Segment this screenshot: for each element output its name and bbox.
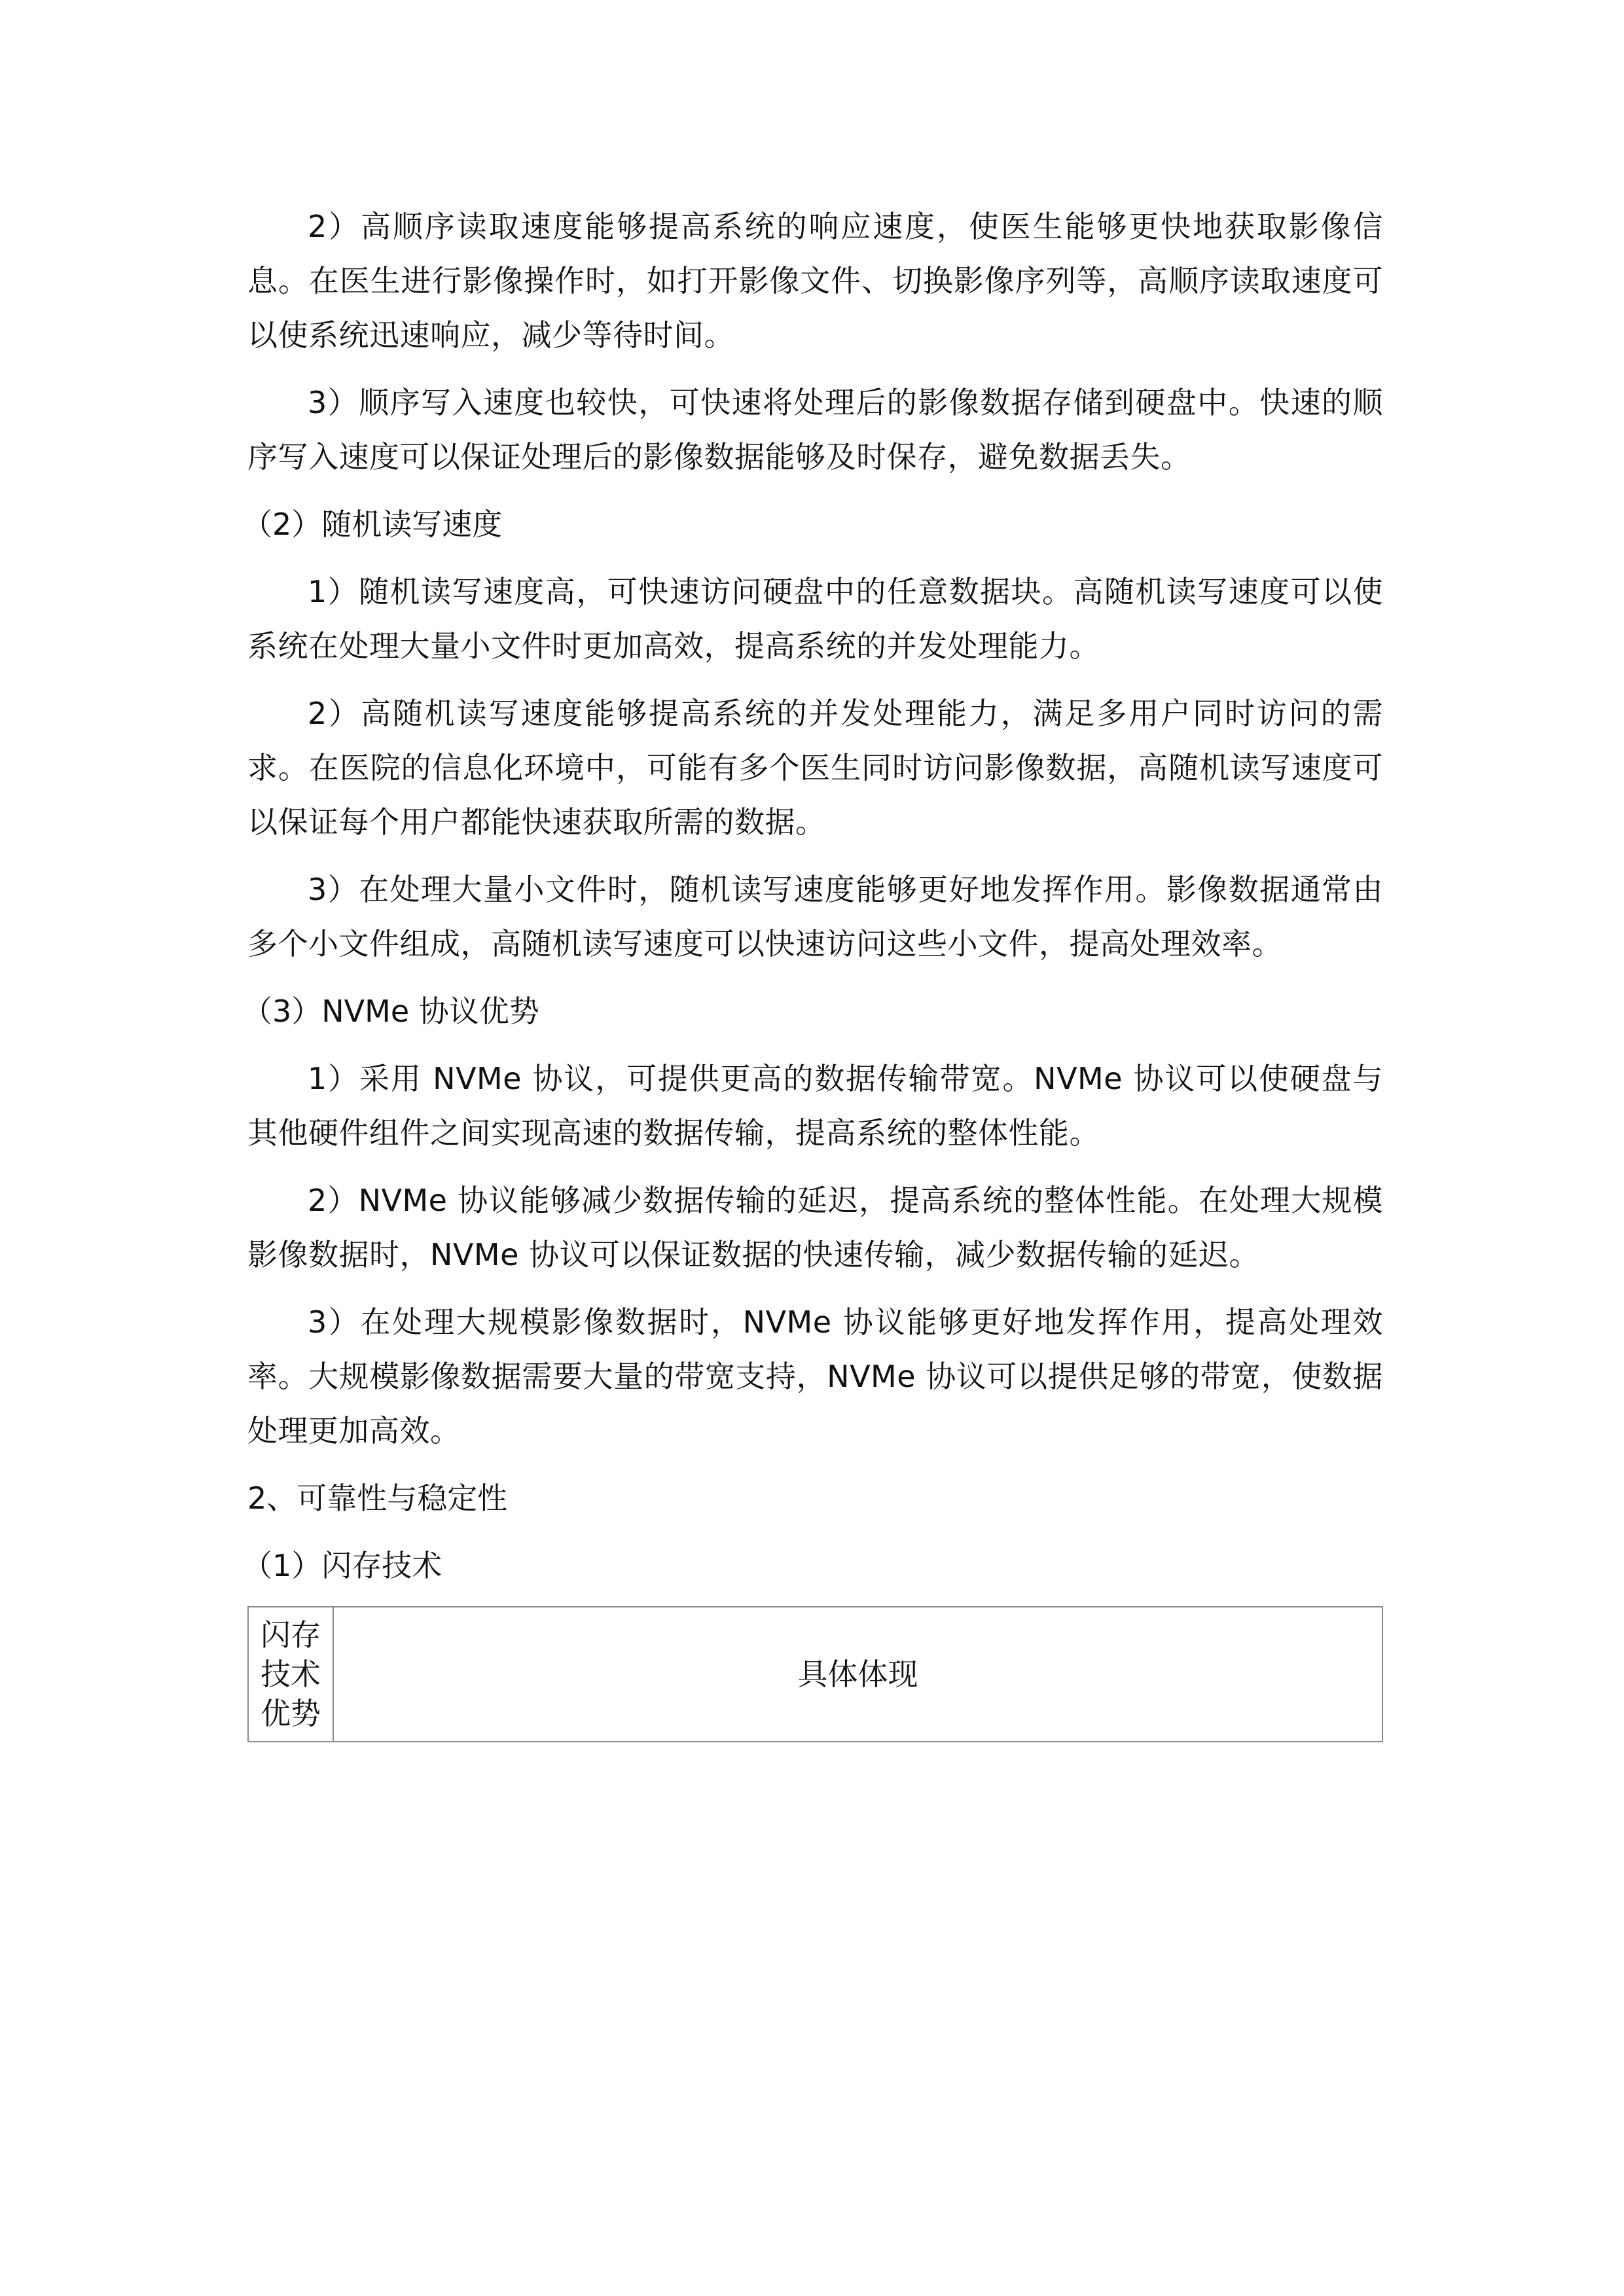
paragraph-nvme-2: 2）NVMe 协议能够减少数据传输的延迟，提高系统的整体性能。在处理大规模影像数据时，NVMe 协议可以保证数据的快速传输，减少数据传输的延迟。 [247, 1183, 1383, 1272]
flash-advantages-table [247, 1606, 1383, 1742]
table-header-row [248, 1607, 1382, 1742]
paragraph-random-rw-1: 1）随机读写速度高，可快速访问硬盘中的任意数据块。高随机读写速度可以使系统在处理大量小文件时更加高效，提高系统的并发处理能力。 [247, 574, 1383, 664]
paragraph-random-rw-3: 3）在处理大量小文件时，随机读写速度能够更好地发挥作用。影像数据通常由多个小文件组成，高随机读写速度可以快速访问这些小文件，提高处理效率。 [247, 872, 1383, 961]
table-header-details: 具体体现 [333, 1607, 1382, 1742]
paragraph-nvme-1: 1）采用 NVMe 协议，可提供更高的数据传输带宽。NVMe 协议可以使硬盘与其他硬件组件之间实现高速的数据传输，提高系统的整体性能。 [247, 1061, 1383, 1151]
paragraph-sequential-write: 3）顺序写入速度也较快，可快速将处理后的影像数据存储到硬盘中。快速的顺序写入速度可以保证处理后的影像数据能够及时保存，避免数据丢失。 [247, 385, 1383, 475]
paragraph-sequential-read: 2）高顺序读取速度能够提高系统的响应速度，使医生能够更快地获取影像信息。在医生进行影像操作时，如打开影像文件、切换影像序列等，高顺序读取速度可以使系统迅速响应，减少等待时间。 [247, 209, 1383, 353]
flash-advantages-table-wrapper [247, 1606, 1383, 1742]
document-body [242, 200, 1383, 1742]
table-header-advantage: 闪存技术优势 [248, 1607, 333, 1742]
section-heading-nvme: （3）NVMe 协议优势 [242, 994, 539, 1029]
section-heading-random-rw: （2）随机读写速度 [242, 507, 503, 542]
section-heading-reliability: 2、可靠性与稳定性 [247, 1480, 508, 1516]
paragraph-nvme-3: 3）在处理大规模影像数据时，NVMe 协议能够更好地发挥作用，提高处理效率。大规模影像数据需要大量的带宽支持，NVMe 协议可以提供足够的带宽，使数据处理更加高效。 [247, 1304, 1383, 1448]
section-heading-flash: （1）闪存技术 [242, 1548, 442, 1583]
paragraph-random-rw-2: 2）高随机读写速度能够提高系统的并发处理能力，满足多用户同时访问的需求。在医院的信息化环境中，可能有多个医生同时访问影像数据，高随机读写速度可以保证每个用户都能快速获取所需的数据。 [247, 696, 1383, 840]
